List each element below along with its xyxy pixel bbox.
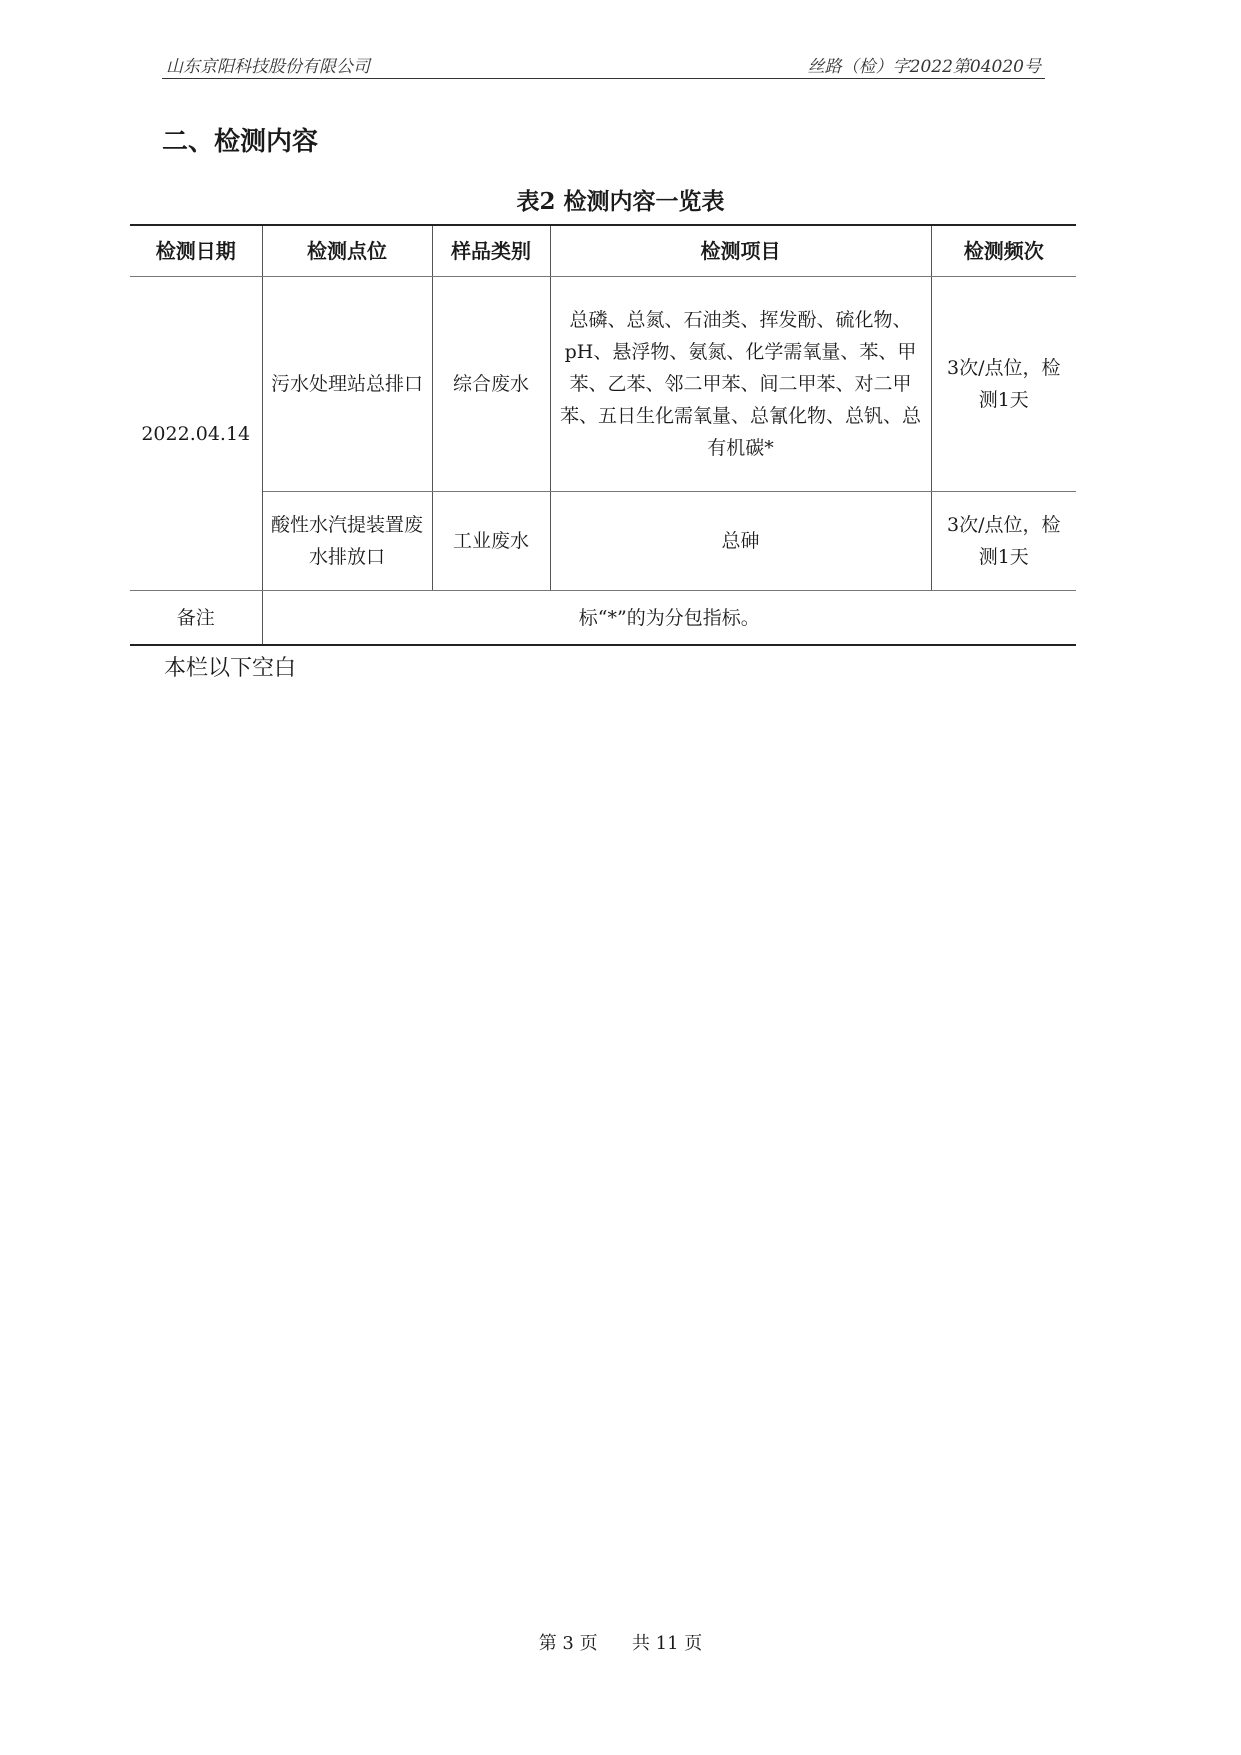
table-header-row bbox=[130, 225, 1076, 277]
col-header-date: 检测日期 bbox=[130, 225, 262, 277]
detection-items: 总砷 bbox=[550, 492, 931, 591]
detection-frequency: 3次/点位，检测1天 bbox=[931, 277, 1076, 492]
header-company: 山东京阳科技股份有限公司 bbox=[166, 57, 370, 77]
detection-content-table bbox=[130, 224, 1076, 646]
col-header-category: 样品类别 bbox=[432, 225, 550, 277]
detection-frequency: 3次/点位，检测1天 bbox=[931, 492, 1076, 591]
page-footer bbox=[0, 1629, 1241, 1655]
col-header-items: 检测项目 bbox=[550, 225, 931, 277]
page-header bbox=[162, 48, 1045, 79]
table-row bbox=[130, 277, 1076, 492]
blank-below-note: 本栏以下空白 bbox=[164, 656, 297, 681]
header-report-number: 丝路（检）字2022第04020号 bbox=[807, 57, 1041, 77]
page-number: 第 3 页 bbox=[538, 1633, 598, 1654]
detection-point: 污水处理站总排口 bbox=[262, 277, 432, 492]
sample-category: 工业废水 bbox=[432, 492, 550, 591]
remark-label: 备注 bbox=[130, 591, 262, 646]
remark-text: 标“*”的为分包指标。 bbox=[262, 591, 1076, 646]
sample-category: 综合废水 bbox=[432, 277, 550, 492]
detection-date: 2022.04.14 bbox=[130, 277, 262, 591]
table-caption: 表2 检测内容一览表 bbox=[516, 188, 725, 215]
col-header-frequency: 检测频次 bbox=[931, 225, 1076, 277]
table-row bbox=[130, 492, 1076, 591]
page-total: 共 11 页 bbox=[631, 1633, 703, 1654]
remark-row bbox=[130, 591, 1076, 646]
col-header-point: 检测点位 bbox=[262, 225, 432, 277]
section-title: 二、检测内容 bbox=[162, 127, 319, 157]
detection-items: 总磷、总氮、石油类、挥发酚、硫化物、pH、悬浮物、氨氮、化学需氧量、苯、甲苯、乙苯、邻二甲苯、间二甲苯、对二甲苯、五日生化需氧量、总氰化物、总钒、总有机碳* bbox=[550, 277, 931, 492]
detection-point: 酸性水汽提装置废水排放口 bbox=[262, 492, 432, 591]
